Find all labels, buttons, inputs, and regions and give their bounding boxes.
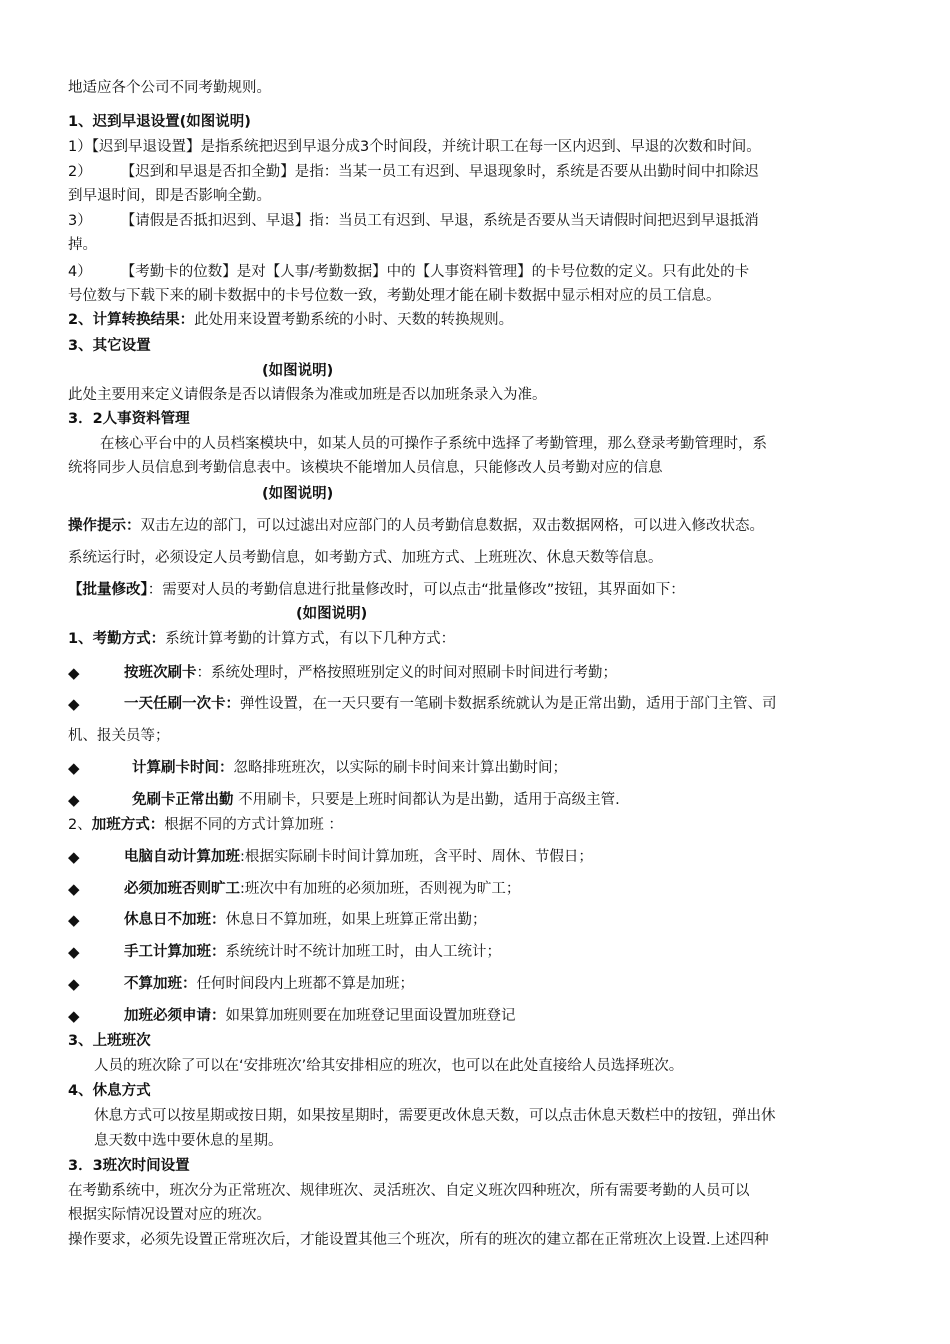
- paragraph-intro: 地适应各个公司不同考勤规则。: [68, 80, 271, 96]
- bullet-item-swipe-time: [132, 758, 567, 778]
- bullet-text: :班次中有加班的必须加班，否则视为旷工；: [240, 881, 521, 897]
- bullet-item-ot-application: [124, 1006, 516, 1026]
- bullet-text: 系统统计时不统计加班工时，由人工统计；: [225, 944, 501, 960]
- bullet-label: 按班次刷卡: [124, 665, 197, 681]
- bullet-item-no-swipe: [132, 790, 620, 810]
- shift-text: 人员的班次除了可以在‘安排班次’给其安排相应的班次，也可以在此处直接给人员选择班次。: [94, 1058, 684, 1074]
- batch-line: [68, 580, 880, 600]
- bullet-item-auto-ot: [124, 847, 593, 867]
- item-2-line1: 2） 【迟到和早退是否扣全勤】是指：当某一员工有迟到、早退现象时，系统是否要从出勤时间中扣除迟: [68, 164, 759, 180]
- section-late-early-title: 1、迟到早退设置(如图说明): [68, 114, 251, 130]
- conversion-text: 此处用来设置考勤系统的小时、天数的转换规则。: [194, 312, 514, 328]
- shift-time-line2: 根据实际情况设置对应的班次。: [68, 1207, 271, 1223]
- tip-label: 操作提示：: [68, 518, 141, 534]
- bullet-text: 不用刷卡，只要是上班时间都认为是出勤，适用于高级主管.: [238, 792, 620, 808]
- bullet-label: 不算加班：: [124, 976, 197, 992]
- bullet-icon: ◆: [68, 880, 80, 898]
- bullet-icon: ◆: [68, 791, 80, 809]
- item-1: 1）【迟到早退设置】是指系统把迟到早退分成3个时间段，并统计职工在每一区内迟到、早退的次数和时间。: [68, 139, 761, 155]
- bullet-text: 如果算加班则要在加班登记里面设置加班登记: [225, 1008, 516, 1024]
- bullet-label: 休息日不加班：: [124, 912, 226, 928]
- bullet-text: 休息日不算加班，如果上班算正常出勤；: [225, 912, 487, 928]
- bullet-text: 忽略排班班次，以实际的刷卡时间来计算出勤时间；: [233, 760, 567, 776]
- overtime-mode-label: 加班方式：: [91, 817, 165, 833]
- personnel-p1-line1: 在核心平台中的人员档案模块中，如某人员的可操作子系统中选择了考勤管理，那么登录考勤管理时，系: [100, 436, 767, 452]
- section-conversion: [68, 310, 880, 330]
- bullet-text: ：系统处理时，严格按照班别定义的时间对照刷卡时间进行考勤；: [196, 665, 617, 681]
- item-2-line2: 到早退时间，即是否影响全勤。: [68, 188, 271, 204]
- bullet-icon: ◆: [68, 695, 80, 713]
- bullet-icon: ◆: [68, 848, 80, 866]
- overtime-mode-text: 根据不同的方式计算加班 ：: [164, 817, 343, 833]
- bullet-item-once-a-day: [124, 694, 777, 714]
- bullet-icon: ◆: [68, 911, 80, 929]
- bullet-label: 免刷卡正常出勤: [132, 792, 234, 808]
- bullet-text: 弹性设置，在一天只要有一笔刷卡数据系统就认为是正常出勤，适用于部门主管、司: [240, 696, 777, 712]
- bullet-label: 手工计算加班：: [124, 944, 226, 960]
- item-4-line2: 号位数与下载下来的刷卡数据中的卡号位数一致，考勤处理才能在刷卡数据中显示相对应的员工信息。: [68, 288, 721, 304]
- tip-line: [68, 516, 880, 536]
- figure-note: (如图说明): [262, 363, 334, 379]
- bullet-icon: ◆: [68, 1007, 80, 1025]
- conversion-label: 2、计算转换结果：: [68, 312, 195, 328]
- section-other-title: 3、其它设置: [68, 338, 151, 354]
- bullet-item-shift-swipe: [124, 663, 617, 683]
- bullet-icon: ◆: [68, 943, 80, 961]
- item-3-line1: 3） 【请假是否抵扣迟到、早退】指：当员工有迟到、早退，系统是否要从当天请假时间把迟到早退抵消: [68, 213, 759, 229]
- section-rest-title: 4、休息方式: [68, 1083, 151, 1099]
- bullet-label: 计算刷卡时间：: [132, 760, 234, 776]
- bullet-text: :根据实际刷卡时间计算加班，含平时、周休、节假日；: [240, 849, 593, 865]
- bullet-icon: ◆: [68, 759, 80, 777]
- other-text: 此处主要用来定义请假条是否以请假条为准或加班是否以加班条录入为准。: [68, 387, 547, 403]
- section-shift-title: 3、上班班次: [68, 1033, 151, 1049]
- bullet-item-mandatory-ot: [124, 879, 520, 899]
- batch-text: ：需要对人员的考勤信息进行批量修改时，可以点击“批量修改”按钮，其界面如下：: [147, 582, 685, 598]
- bullet-item-manual-ot: [124, 942, 501, 962]
- section-shift-time-title: 3．3班次时间设置: [68, 1158, 190, 1174]
- shift-time-line1: 在考勤系统中，班次分为正常班次、规律班次、灵活班次、自定义班次四种班次，所有需要考勤的人员可以: [68, 1183, 750, 1199]
- bullet-item-rest-day-no-ot: [124, 910, 487, 930]
- attendance-mode-line: [68, 629, 880, 649]
- personnel-p2: 系统运行时，必须设定人员考勤信息，如考勤方式、加班方式、上班班次、休息天数等信息。: [68, 550, 663, 566]
- bullet-icon: ◆: [68, 975, 80, 993]
- shift-time-line3: 操作要求，必须先设置正常班次后，才能设置其他三个班次，所有的班次的建立都在正常班次上设置.上述四种: [68, 1232, 769, 1248]
- batch-label: 【批量修改】: [68, 582, 148, 598]
- bullet-label: 必须加班否则旷工: [124, 881, 240, 897]
- overtime-mode-line: [68, 815, 880, 835]
- bullet-text: 任何时间段内上班都不算是加班；: [196, 976, 414, 992]
- attendance-mode-text: 系统计算考勤的计算方式，有以下几种方式：: [165, 631, 456, 647]
- rest-text-line1: 休息方式可以按星期或按日期，如果按星期时，需要更改休息天数，可以点击休息天数栏中的按钮，弹出休: [94, 1108, 776, 1124]
- bullet-continuation: 机、报关员等；: [68, 728, 170, 744]
- bullet-label: 一天任刷一次卡：: [124, 696, 240, 712]
- figure-note: (如图说明): [262, 486, 334, 502]
- section-personnel-title: 3．2人事资料管理: [68, 411, 190, 427]
- figure-note: (如图说明): [296, 606, 368, 622]
- tip-text: 双击左边的部门，可以过滤出对应部门的人员考勤信息数据，双击数据网格，可以进入修改状态。: [140, 518, 764, 534]
- bullet-item-no-ot: [124, 974, 414, 994]
- bullet-label: 加班必须申请：: [124, 1008, 226, 1024]
- personnel-p1-line2: 统将同步人员信息到考勤信息表中。该模块不能增加人员信息，只能修改人员考勤对应的信息: [68, 460, 663, 476]
- overtime-mode-num: 2、: [68, 817, 92, 833]
- bullet-label: 电脑自动计算加班: [124, 849, 240, 865]
- item-4-line1: 4） 【考勤卡的位数】是对【人事/考勤数据】中的【人事资料管理】的卡号位数的定义。只有此处的卡: [68, 264, 750, 280]
- item-3-line2: 掉。: [68, 237, 97, 253]
- rest-text-line2: 息天数中选中要休息的星期。: [94, 1133, 283, 1149]
- attendance-mode-label: 1、考勤方式：: [68, 631, 166, 647]
- bullet-icon: ◆: [68, 664, 80, 682]
